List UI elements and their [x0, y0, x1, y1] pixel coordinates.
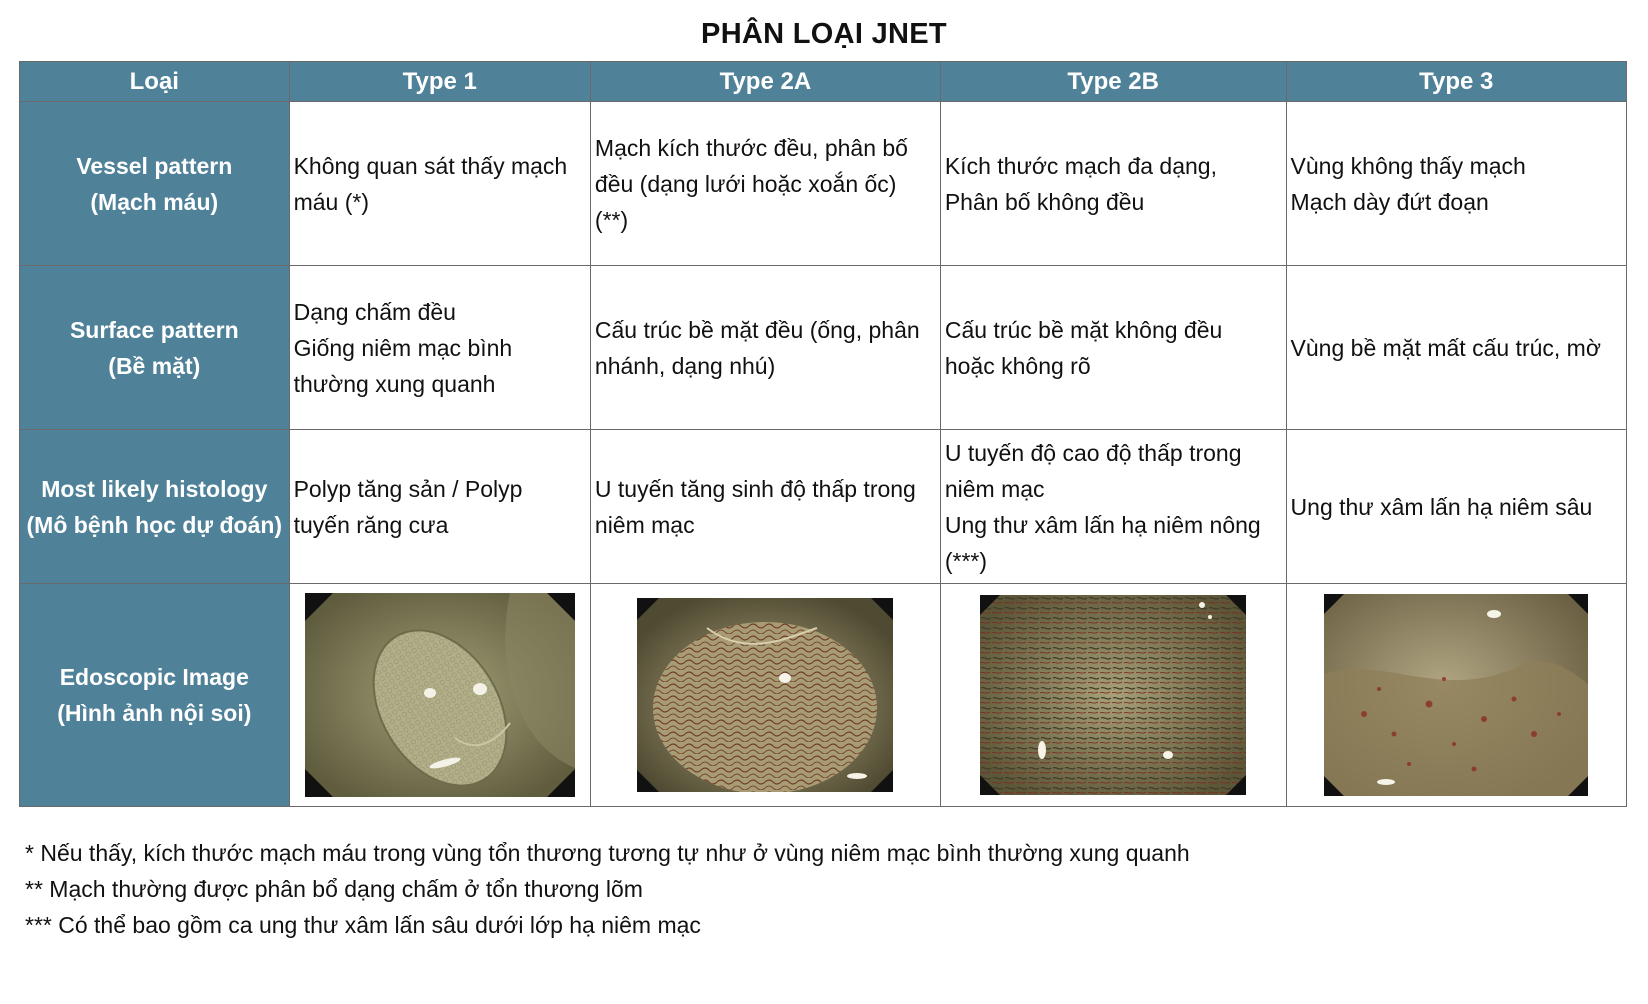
endoscopic-image-type-2b — [980, 595, 1246, 795]
footnote-2: ** Mạch thường được phân bổ dạng chấm ở tổn thương lõm — [25, 876, 643, 902]
row-label-surface-pattern: Surface pattern (Bề mặt) — [20, 266, 290, 430]
footnotes — [25, 835, 1190, 943]
footnote-3: *** Có thể bao gồm ca ung thư xâm lấn sâu dưới lớp hạ niêm mạc — [25, 912, 701, 938]
cell-histology-type-2b: U tuyến độ cao độ thấp trong niêm mạc Ung thư xâm lấn hạ niêm nông (***) — [940, 430, 1286, 584]
cell-histology-type-3: Ung thư xâm lấn hạ niêm sâu — [1286, 430, 1626, 584]
header-type-3: Type 3 — [1286, 62, 1626, 102]
cell-vessel-type-2a: Mạch kích thước đều, phân bố đều (dạng lưới hoặc xoắn ốc) (**) — [590, 102, 940, 266]
table-row-surface-pattern — [20, 266, 1627, 430]
endoscopic-image-type-1 — [305, 593, 575, 797]
cell-surface-type-2b: Cấu trúc bề mặt không đều hoặc không rõ — [940, 266, 1286, 430]
table-header-row — [20, 62, 1627, 102]
table-row-histology — [20, 430, 1627, 584]
table-row-endoscopic-image — [20, 584, 1627, 807]
footnote-1: * Nếu thấy, kích thước mạch máu trong vùng tổn thương tương tự như ở vùng niêm mạc bình thường xung quanh — [25, 840, 1190, 866]
cell-vessel-type-2b: Kích thước mạch đa dạng, Phân bố không đều — [940, 102, 1286, 266]
endoscopic-image-type-3 — [1324, 594, 1588, 796]
cell-vessel-type-1: Không quan sát thấy mạch máu (*) — [289, 102, 590, 266]
header-type-2a: Type 2A — [590, 62, 940, 102]
table-row-vessel-pattern — [20, 102, 1627, 266]
header-type-1: Type 1 — [289, 62, 590, 102]
row-label-histology: Most likely histology (Mô bệnh học dự đoán) — [20, 430, 290, 584]
cell-surface-type-2a: Cấu trúc bề mặt đều (ống, phân nhánh, dạng nhú) — [590, 266, 940, 430]
cell-histology-type-2a: U tuyến tăng sinh độ thấp trong niêm mạc — [590, 430, 940, 584]
cell-vessel-type-3: Vùng không thấy mạch Mạch dày đứt đoạn — [1286, 102, 1626, 266]
jnet-classification-table — [19, 61, 1627, 807]
cell-surface-type-1: Dạng chấm đều Giống niêm mạc bình thường xung quanh — [289, 266, 590, 430]
header-type-2b: Type 2B — [940, 62, 1286, 102]
endoscopic-image-type-2a — [637, 598, 893, 792]
cell-histology-type-1: Polyp tăng sản / Polyp tuyến răng cưa — [289, 430, 590, 584]
cell-image-type-2b — [940, 584, 1286, 807]
page-title: PHÂN LOẠI JNET — [701, 18, 947, 50]
row-label-vessel-pattern: Vessel pattern (Mạch máu) — [20, 102, 290, 266]
row-label-endoscopic-image: Edoscopic Image (Hình ảnh nội soi) — [20, 584, 290, 807]
cell-image-type-2a — [590, 584, 940, 807]
cell-image-type-3 — [1286, 584, 1626, 807]
cell-surface-type-3: Vùng bề mặt mất cấu trúc, mờ — [1286, 266, 1626, 430]
cell-image-type-1 — [289, 584, 590, 807]
header-type-label: Loại — [20, 62, 290, 102]
